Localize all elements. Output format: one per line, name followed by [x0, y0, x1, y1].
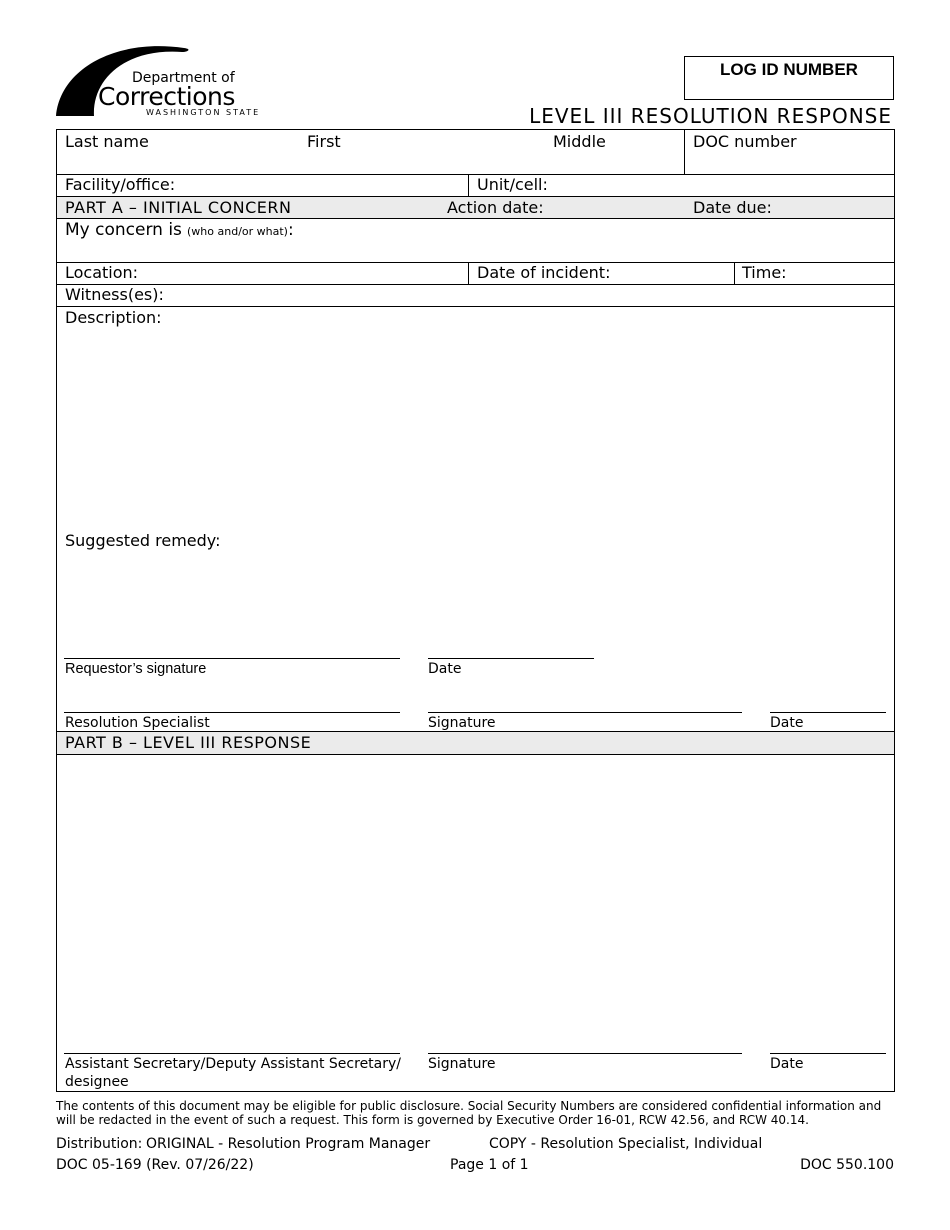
form-title: LEVEL III RESOLUTION RESPONSE [529, 104, 892, 128]
distribution-original: ORIGINAL - Resolution Program Manager [146, 1136, 431, 1152]
facility-field[interactable]: Facility/office: [65, 175, 176, 194]
b-signature-line[interactable] [428, 1053, 742, 1054]
resolution-specialist-line[interactable] [64, 712, 400, 713]
time-field[interactable]: Time: [742, 263, 787, 282]
suggested-remedy-label: Suggested remedy: [65, 531, 221, 550]
designee-label: designee [65, 1074, 129, 1090]
b-date-line[interactable] [770, 1053, 886, 1054]
vrule-date-incident [468, 262, 469, 285]
rs-signature-label: Signature [428, 715, 496, 731]
date-due-field[interactable]: Date due: [693, 198, 772, 217]
rule-7 [56, 731, 895, 732]
log-id-label: LOG ID NUMBER [720, 60, 858, 79]
distribution-label: Distribution: [56, 1136, 143, 1152]
b-date-label: Date [770, 1056, 804, 1072]
requestor-signature-label: Requestor’s signature [65, 661, 207, 677]
rule-5 [56, 284, 895, 285]
location-field[interactable]: Location: [65, 263, 139, 282]
my-concern-hint: (who and/or what) [187, 225, 288, 238]
assistant-secretary-line[interactable] [64, 1053, 400, 1054]
first-name-field[interactable]: First [307, 132, 341, 151]
logo-line-2: Corrections [98, 82, 235, 111]
vrule-doc-number [684, 129, 685, 175]
resolution-specialist-label: Resolution Specialist [65, 715, 210, 731]
rs-date-line[interactable] [770, 712, 886, 713]
page-number: Page 1 of 1 [450, 1157, 529, 1173]
my-concern-field[interactable] [65, 219, 294, 241]
requestor-date-label: Date [428, 661, 462, 677]
assistant-secretary-label: Assistant Secretary/Deputy Assistant Secretary/ [65, 1056, 402, 1072]
last-name-field[interactable]: Last name [65, 132, 149, 151]
rs-signature-line[interactable] [428, 712, 742, 713]
distribution-copy: COPY - Resolution Specialist, Individual [489, 1136, 763, 1152]
doc-number-field[interactable]: DOC number [693, 132, 797, 151]
requestor-date-line[interactable] [428, 658, 594, 659]
policy-number: DOC 550.100 [800, 1157, 894, 1173]
logo-line-3: WASHINGTON STATE [146, 108, 261, 117]
unit-cell-field[interactable]: Unit/cell: [477, 175, 548, 194]
requestor-signature-line[interactable] [64, 658, 400, 659]
form-number: DOC 05-169 (Rev. 07/26/22) [56, 1157, 254, 1173]
witnesses-field[interactable]: Witness(es): [65, 285, 164, 304]
my-concern-label: My concern is [65, 220, 182, 240]
rs-date-label: Date [770, 715, 804, 731]
date-of-incident-field[interactable]: Date of incident: [477, 263, 611, 282]
vrule-unit-cell [468, 174, 469, 197]
part-b-title: PART B – LEVEL III RESPONSE [65, 733, 312, 752]
description-label: Description: [65, 308, 162, 327]
b-signature-label: Signature [428, 1056, 496, 1072]
disclosure-notice: The contents of this document may be eligible for public disclosure. Social Security Numbers are considered confidential information and will be redacted in the event of such a request. This form is governed by Executive Order 16-01, RCW 42.56, and RCW 40.14. [56, 1099, 882, 1127]
rule-2 [56, 196, 895, 197]
level-iii-response-area[interactable] [57, 755, 894, 1045]
description-area[interactable] [57, 307, 894, 529]
vrule-time [734, 262, 735, 285]
doc-logo [54, 40, 261, 120]
logo-line-1: Department of [132, 70, 235, 86]
my-concern-colon: : [287, 220, 294, 240]
middle-name-field[interactable]: Middle [553, 132, 606, 151]
part-a-title: PART A – INITIAL CONCERN [65, 198, 292, 217]
log-id-box[interactable] [684, 56, 894, 100]
rule-1 [56, 174, 895, 175]
action-date-field[interactable]: Action date: [447, 198, 544, 217]
